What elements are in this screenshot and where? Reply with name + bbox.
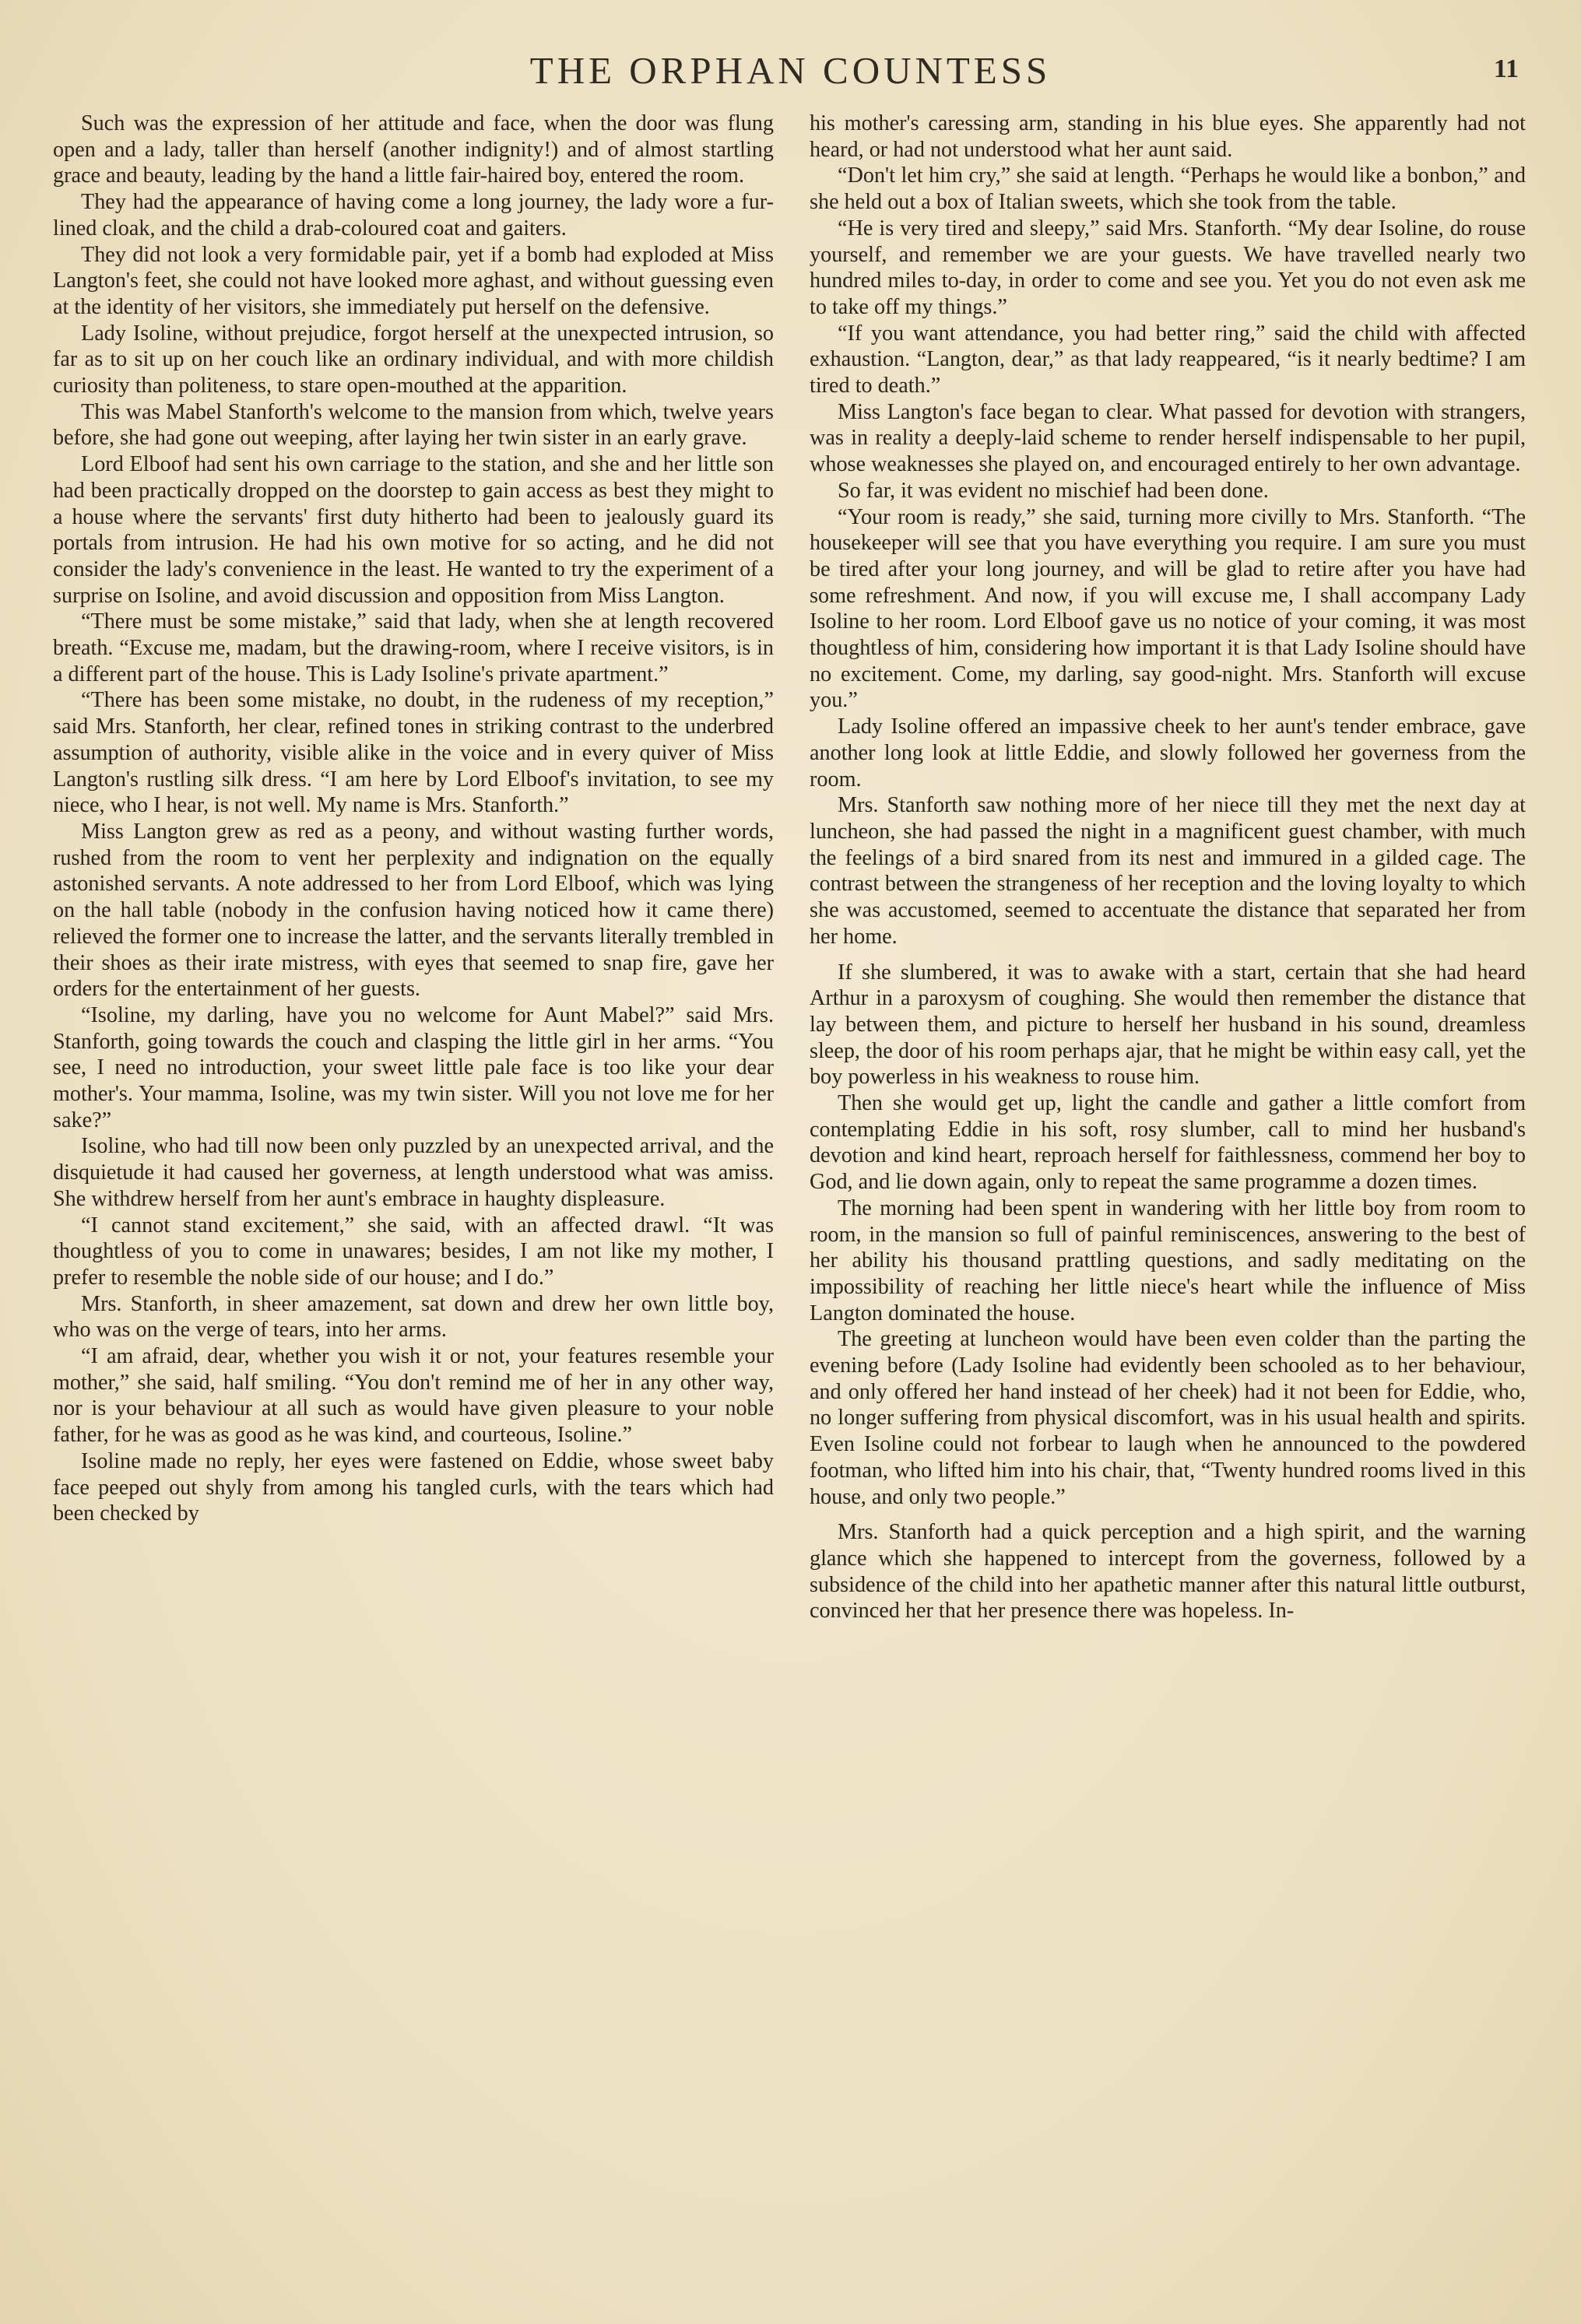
- paragraph: So far, it was evident no mischief had been done.: [838, 478, 1269, 503]
- paragraph: Isoline, who had till now been only puzzled by an unexpected arrival, and the disquietude it had caused her governess, at length understood what was amiss. She withdrew herself from her aunt's embrace in haughty displeasure.: [53, 1134, 774, 1211]
- paragraph: They had the appearance of having come a long journey, the lady wore a fur-lined cloak, and the child a drab-coloured coat and gaiters.: [53, 190, 774, 240]
- left-column: [53, 111, 774, 2290]
- paragraph: “There must be some mistake,” said that lady, when she at length recovered breath. “Excuse me, madam, but the drawing-room, where I receive visitors, is in a different part of the house. This is Lady Isoline's private apartment.”: [53, 609, 774, 686]
- paragraph: “If you want attendance, you had better ring,” said the child with affected exhaustion. “Langton, dear,” as that lady reappeared, “is it nearly bedtime? I am tired to death.”: [810, 321, 1526, 398]
- paragraph: Lord Elboof had sent his own carriage to the station, and she and her little son had been practically dropped on the doorstep to gain access as best they might to a house where the servants' first duty hitherto had been to jealously guard its portals from intrusion. He had his own motive for so acting, and he did not consider the lady's convenience in the least. He wanted to try the experiment of a surprise on Isoline, and avoid discussion and opposition from Miss Langton.: [53, 452, 774, 608]
- paragraph: The greeting at luncheon would have been even colder than the parting the evening before (Lady Isoline had evidently been schooled as to her behaviour, and only offered her hand instead of her cheek) had it not been for Eddie, who, no longer suffering from physical discomfort, was in his usual health and spirits. Even Isoline could not forbear to laugh when he announced to the powdered footman, who lifted him into his chair, that, “Twenty hundred rooms lived in this house, and only two people.”: [810, 1327, 1526, 1509]
- paragraph: his mother's caressing arm, standing in his blue eyes. She apparently had not heard, or had not understood what her aunt said.: [810, 111, 1526, 162]
- paragraph: “He is very tired and sleepy,” said Mrs. Stanforth. “My dear Isoline, do rouse yourself, and remember we are your guests. We have travelled nearly two hundred miles to-day, in order to come and see you. Yet you do not even ask me to take off my things.”: [810, 216, 1526, 319]
- right-column: [810, 111, 1526, 2290]
- paragraph: Miss Langton's face began to clear. What passed for devotion with strangers, was in reality a deeply-laid scheme to render herself indispensable to her pupil, whose weaknesses she played on, and encouraged entirely to her own advantage.: [810, 399, 1526, 477]
- paragraph: If she slumbered, it was to awake with a start, certain that she had heard Arthur in a paroxysm of coughing. She would then remember the distance that lay between them, and picture to herself her husband in his sound, dreamless sleep, the door of his room perhaps ajar, that he might be within easy call, yet the boy powerless in his weakness to rouse him.: [810, 960, 1526, 1090]
- paragraph: “Isoline, my darling, have you no welcome for Aunt Mabel?” said Mrs. Stanforth, going towards the couch and clasping the little girl in her arms. “You see, I need no introduction, your sweet little pale face is too like your dear mother's. Your mamma, Isoline, was my twin sister. Will you not love me for her sake?”: [53, 1002, 774, 1132]
- paragraph: The morning had been spent in wandering with her little boy from room to room, in the mansion so full of painful reminiscences, answering to the best of her ability his thousand prattling questions, and sadly meditating on the impossibility of reaching her little niece's heart while the influence of Miss Langton dominated the house.: [810, 1195, 1526, 1325]
- paragraph: Isoline made no reply, her eyes were fastened on Eddie, whose sweet baby face peeped out shyly from among his tangled curls, with the tears which had been checked by: [53, 1448, 774, 1526]
- paragraph: Lady Isoline, without prejudice, forgot herself at the unexpected intrusion, so far as to sit up on her couch like an ordinary individual, and with more childish curiosity than politeness, to stare open-mouthed at the apparition.: [53, 321, 774, 398]
- paragraph: They did not look a very formidable pair, yet if a bomb had exploded at Miss Langton's feet, she could not have looked more aghast, and without guessing even at the identity of her visitors, she immediately put herself on the defensive.: [53, 242, 774, 319]
- running-title: THE ORPHAN COUNTESS: [529, 49, 1052, 92]
- paragraph: Such was the expression of her attitude and face, when the door was flung open and a lady, taller than herself (another indignity!) and of almost startling grace and beauty, leading by the hand a little fair-haired boy, entered the room.: [53, 111, 774, 188]
- paragraph: Lady Isoline offered an impassive cheek to her aunt's tender embrace, gave another long look at little Eddie, and slowly followed her governess from the room.: [810, 714, 1526, 792]
- paragraph: Mrs. Stanforth, in sheer amazement, sat down and drew her own little boy, who was on the verge of tears, into her arms.: [53, 1291, 774, 1343]
- paragraph: Mrs. Stanforth saw nothing more of her niece till they met the next day at luncheon, she had passed the night in a magnificent guest chamber, with much the feelings of a bird snared from its nest and immured in a gilded cage. The contrast between the strangeness of her reception and the loving loyalty to which she was accustomed, seemed to accentuate the distance that separated her from her home.: [810, 793, 1526, 949]
- paragraph: “Your room is ready,” she said, turning more civilly to Mrs. Stanforth. “The housekeeper will see that you have everything you require. I am sure you must be tired after your long journey, and will be glad to retire after you have had some refreshment. And now, if you will excuse me, I shall accompany Lady Isoline to her room. Lord Elboof gave us no notice of your coming, it was most thoughtless of him, considering how important it is that Lady Isoline should have no excitement. Come, my darling, say good-night. Mrs. Stanforth will excuse you.”: [810, 504, 1526, 713]
- paragraph: “Don't let him cry,” she said at length. “Perhaps he would like a bonbon,” and she held out a box of Italian sweets, which she took from the table.: [810, 163, 1526, 215]
- paragraph: Then she would get up, light the candle and gather a little comfort from contemplating Eddie in his soft, rosy slumber, call to mind her husband's devotion and kind heart, reproach herself for faithlessness, commend her boy to God, and lie down again, only to repeat the same programme a dozen times.: [810, 1091, 1526, 1195]
- paragraph: This was Mabel Stanforth's welcome to the mansion from which, twelve years before, she had gone out weeping, after laying her twin sister in an early grave.: [53, 399, 774, 451]
- paragraph: Miss Langton grew as red as a peony, and without wasting further words, rushed from the room to vent her perplexity and indignation on the equally astonished servants. A note addressed to her from Lord Elboof, which was lying on the hall table (nobody in the confusion having noticed how it came there) relieved the former one to increase the latter, and the servants literally trembled in their shoes as their irate mistress, with eyes that seemed to snap fire, gave her orders for the entertainment of her guests.: [53, 819, 774, 1002]
- page-header: [0, 48, 1581, 103]
- paragraph: “I am afraid, dear, whether you wish it or not, your features resemble your mother,” she said, half smiling. “You don't remind me of her in any other way, nor is your behaviour at all such as would have given pleasure to your noble father, for he was as good as he was kind, and courteous, Isoline.”: [53, 1344, 774, 1448]
- paragraph: “There has been some mistake, no doubt, in the rudeness of my reception,” said Mrs. Stanforth, her clear, refined tones in striking contrast to the underbred assumption of authority, visible alike in the voice and in every quiver of Miss Langton's rustling silk dress. “I am here by Lord Elboof's invitation, to see my niece, who I hear, is not well. My name is Mrs. Stanforth.”: [53, 688, 774, 818]
- paragraph: Mrs. Stanforth had a quick perception and a high spirit, and the warning glance which she happened to intercept from the governess, followed by a subsidence of the child into her apathetic manner after this natural little outburst, convinced her that her presence there was hopeless. In-: [810, 1520, 1526, 1624]
- paragraph: “I cannot stand excitement,” she said, with an affected drawl. “It was thoughtless of you to come in unawares; besides, I am not like my mother, I prefer to resemble the noble side of our house; and I do.”: [53, 1213, 774, 1290]
- page-number: 11: [1493, 54, 1519, 83]
